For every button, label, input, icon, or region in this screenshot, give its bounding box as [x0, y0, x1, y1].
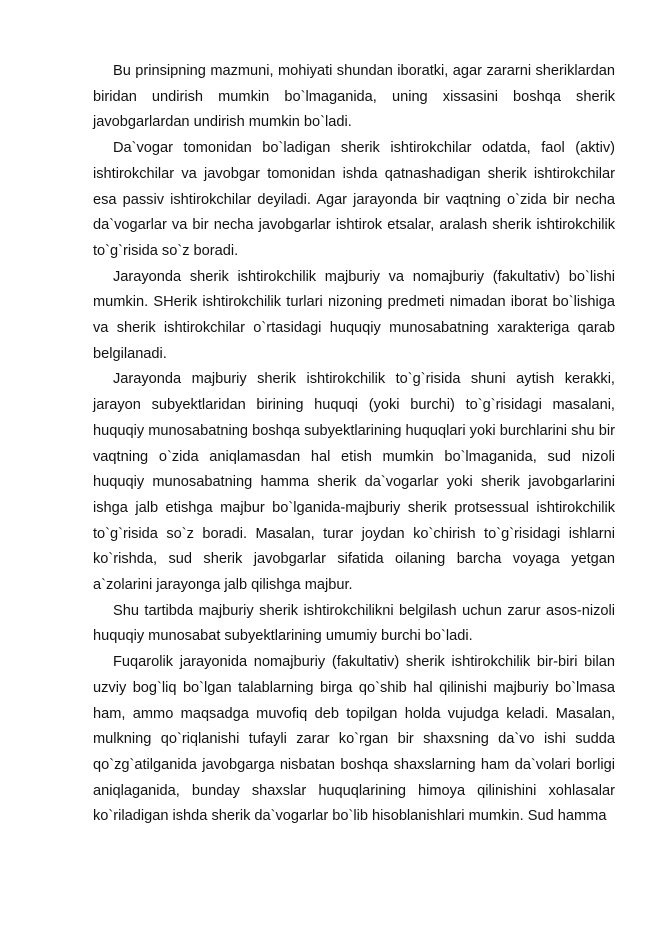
paragraph-1: Bu prinsipning mazmuni, mohiyati shundan iboratki, agar zararni sheriklardan biridan undirish mumkin bo`lmaganida, uning xissasini boshqa sherik javobgarlardan undirish mumkin bo`ladi.	[93, 63, 615, 131]
paragraph-6: Fuqarolik jarayonida nomajburiy (fakultativ) sherik ishtirokchilik bir-biri bilan uzviy bog`liq bo`lgan talablarning birga qo`shib hal qilinishi majburiy bo`lmasa ham, ammo maqsadga muvofiq deb topilgan holda vujudga keladi. Masalan, mulkning qo`riqlanishi tufayli zarar ko`rgan bir shaxsning da`vo ishi sudda qo`zg`atilganida javobgarga nisbatan boshqa shaxslarning ham da`volari borligi aniqlaganida, bunday shaxslar huquqlarining himoya qilinishini xohlasalar ko`riladigan ishda sherik da`vogarlar bo`lib hisoblanishlari mumkin. Sud hamma	[93, 654, 615, 825]
paragraph-2: Da`vogar tomonidan bo`ladigan sherik ishtirokchilar odatda, faol (aktiv) ishtirokchilar va javobgar tomonidan ishda qatnashadigan sherik ishtirokchilar esa passiv ishtirokchilar deyiladi. Agar jarayonda bir vaqtning o`zida bir necha da`vogarlar va bir necha javobgarlar ishtirok etsalar, aralash sherik ishtirokchilik to`g`risida so`z boradi.	[93, 140, 615, 259]
paragraph-4: Jarayonda majburiy sherik ishtirokchilik to`g`risida shuni aytish kerakki, jarayon subyektlaridan birining huquqi (yoki burchi) to`g`risidagi masalani, huquqiy munosabatning boshqa subyektlarining huquqlari yoki burchlarini shu bir vaqtning o`zida aniqlamasdan hal etish mumkin bo`lmaganida, sud nizoli huquqiy munosabatning hamma sherik da`vogarlar yoki sherik javobgarlarini ishga jalb etishga majbur bo`lganida-majburiy sherik protsessual ishtirokchilik to`g`risida so`z boradi. Masalan, turar joydan ko`chirish to`g`risidagi ishlarni ko`rishda, sud sherik javobgarlar sifatida oilaning barcha voyaga yetgan a`zolarini jarayonga jalb qilishga majbur.	[93, 371, 615, 594]
paragraph-3: Jarayonda sherik ishtirokchilik majburiy va nomajburiy (fakultativ) bo`lishi mumkin. SHerik ishtirokchilik turlari nizoning predmeti nimadan iborat bo`lishiga va sherik ishtirokchilar o`rtasidagi huquqiy munosabatning xarakteriga qarab belgilanadi.	[93, 268, 615, 362]
paragraph-5: Shu tartibda majburiy sherik ishtirokchilikni belgilash uchun zarur asos-nizoli huquqiy munosabat subyektlarining umumiy burchi bo`ladi.	[93, 602, 615, 645]
document-page	[93, 59, 615, 830]
